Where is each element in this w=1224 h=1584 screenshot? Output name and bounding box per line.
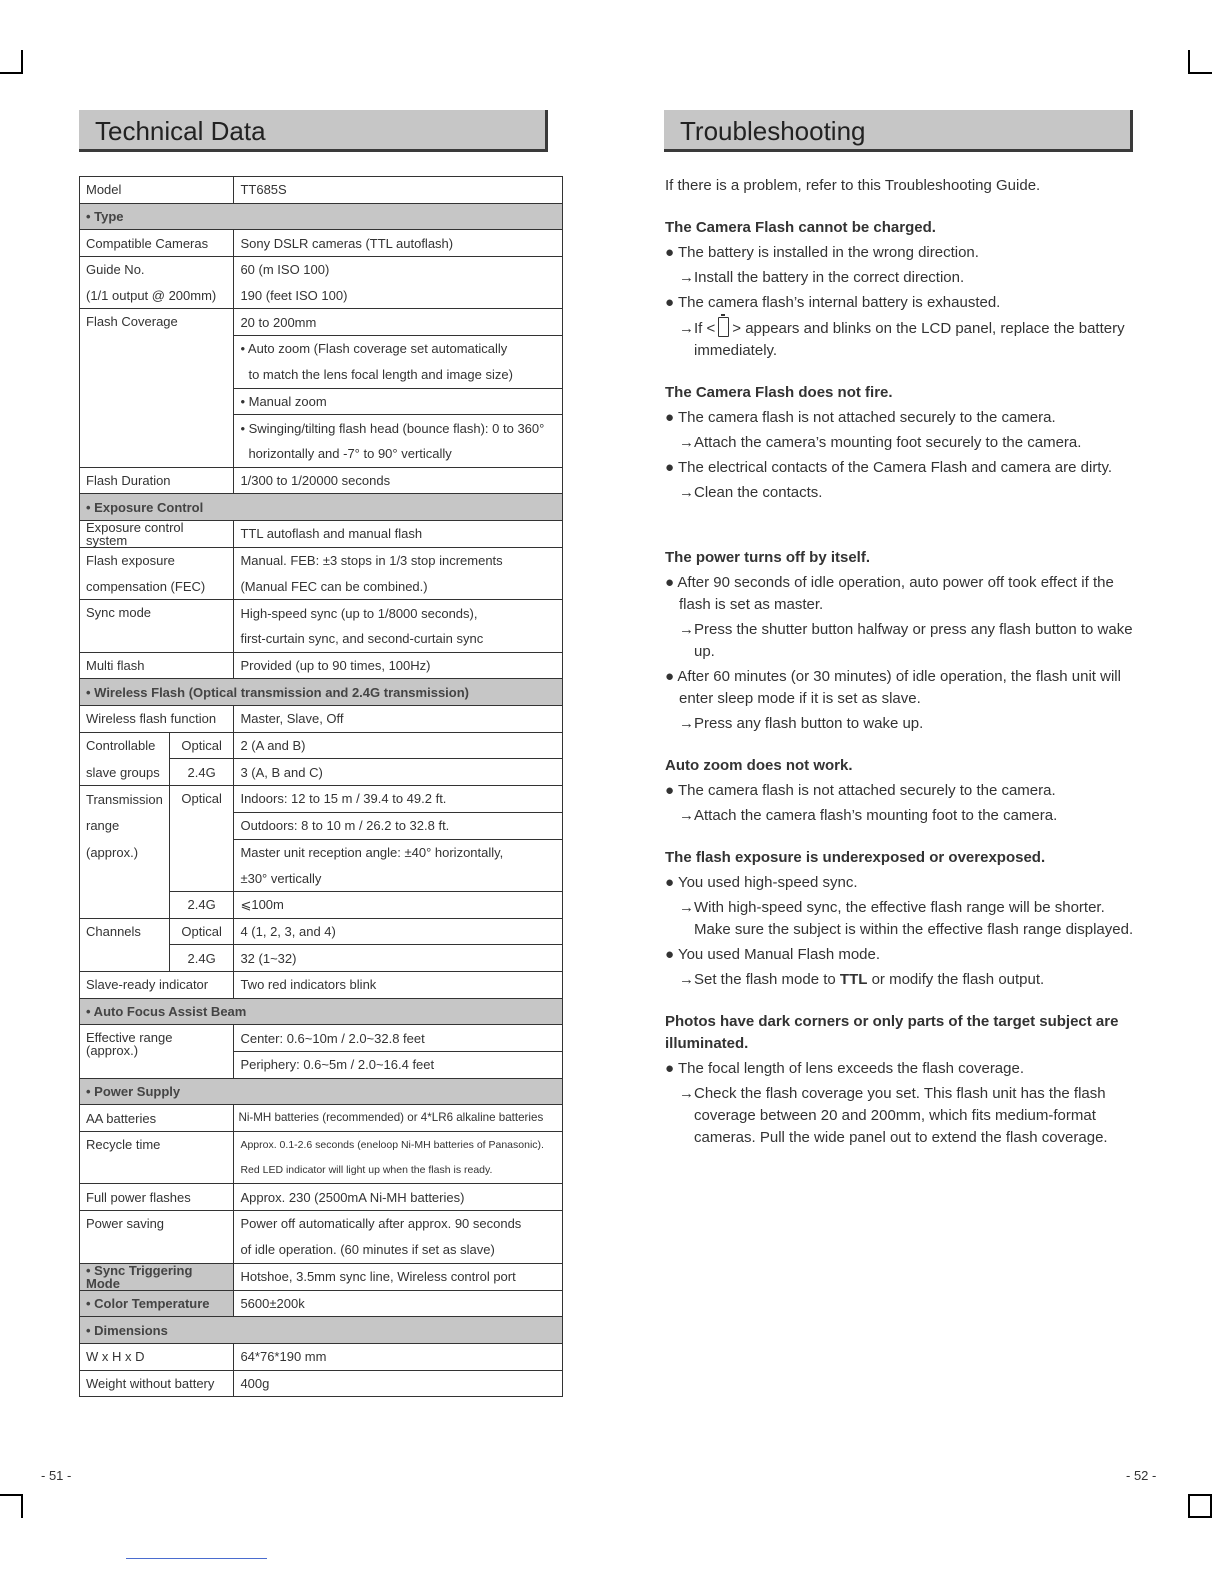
section-row: • Auto Focus Assist Beam [80, 998, 563, 1025]
table-row: Sync mode High-speed sync (up to 1/8000 seconds), [80, 600, 563, 626]
table-row: Flash Coverage 20 to 200mm [80, 309, 563, 336]
table-row: Wireless flash function Master, Slave, Off [80, 706, 563, 733]
table-row: Model TT685S [80, 177, 563, 204]
table-row: Periphery: 0.6~5m / 2.0~16.4 feet [80, 1052, 563, 1079]
page-number-right: - 52 - [1126, 1468, 1157, 1483]
problem-heading: The Camera Flash cannot be charged. [665, 219, 936, 236]
table-row: Channels Optical 4 (1, 2, 3, and 4) [80, 918, 563, 945]
crop-mark-box [1188, 1494, 1212, 1518]
cause-item: ● You used Manual Flash mode. [665, 946, 881, 963]
solution-item: →Clean the contacts. [679, 484, 823, 501]
table-row: Weight without battery 400g [80, 1370, 563, 1397]
cause-item: ● The focal length of lens exceeds the flash coverage. [665, 1060, 1025, 1077]
table-row: Slave-ready indicator Two red indicators blink [80, 971, 563, 998]
problem-heading: The flash exposure is underexposed or overexposed. [665, 849, 1046, 866]
solution-item: →Check the flash coverage you set. This flash unit has the flash coverage between 20 and 200mm, which fits medium-format cameras. Pull the wide panel out to extend the flash coverage. [679, 1085, 1108, 1146]
table-row: compensation (FEC) (Manual FEC can be combined.) [80, 574, 563, 600]
section-row: • Type [80, 203, 563, 230]
table-row: W x H x D 64*76*190 mm [80, 1343, 563, 1370]
intro-text: If there is a problem, refer to this Troubleshooting Guide. [665, 177, 1041, 194]
table-row: • Color Temperature 5600±200k [80, 1290, 563, 1317]
table-row: • Auto zoom (Flash coverage set automatically [80, 336, 563, 362]
table-row: to match the lens focal length and image size) [80, 362, 563, 388]
solution-item: →Press any flash button to wake up. [679, 715, 924, 732]
table-row: Flash exposure Manual. FEB: ±3 stops in 1/3 stop increments [80, 547, 563, 573]
table-row: Multi flash Provided (up to 90 times, 100Hz) [80, 652, 563, 679]
cause-item: ● The camera flash is not attached securely to the camera. [665, 782, 1056, 799]
page-title: Troubleshooting [680, 116, 866, 146]
table-row: Controllable Optical 2 (A and B) [80, 732, 563, 759]
section-row: • Dimensions [80, 1317, 563, 1344]
table-row: • Sync Triggering Mode Hotshoe, 3.5mm sync line, Wireless control port [80, 1263, 563, 1290]
page-number-left: - 51 - [41, 1468, 72, 1483]
table-row: Effective range (approx.) Center: 0.6~10m / 2.0~32.8 feet [80, 1025, 563, 1052]
table-row: range Outdoors: 8 to 10 m / 26.2 to 32.8 ft. [80, 812, 563, 839]
table-row: first-curtain sync, and second-curtain sync [80, 626, 563, 652]
table-row: 2.4G ⩽100m [80, 891, 563, 918]
cause-item: ● After 60 minutes (or 30 minutes) of idle operation, the flash unit will enter sleep mode if it is set as slave. [665, 668, 1121, 707]
solution-item: →Press the shutter button halfway or press any flash button to wake up. [679, 621, 1133, 660]
table-row: horizontally and -7° to 90° vertically [80, 441, 563, 467]
table-row: Exposure control system TTL autoflash and manual flash [80, 520, 563, 547]
crop-mark [21, 1494, 23, 1518]
crop-mark [0, 1494, 23, 1496]
table-row: of idle operation. (60 minutes if set as slave) [80, 1237, 563, 1263]
table-row: Compatible Cameras Sony DSLR cameras (TTL autoflash) [80, 230, 563, 257]
solution-item: →Set the flash mode to TTL or modify the flash output. [679, 971, 1045, 988]
table-row: Recycle time Approx. 0.1-2.6 seconds (eneloop Ni-MH batteries of Panasonic). [80, 1132, 563, 1158]
troubleshooting-content [665, 175, 1140, 1149]
solution-item: →With high-speed sync, the effective flash range will be shorter. Make sure the subject is within the effective flash range displayed. [679, 899, 1134, 938]
cause-item: ● After 90 seconds of idle operation, auto power off took effect if the flash is set as master. [665, 574, 1114, 613]
table-row: ±30° vertically [80, 865, 563, 891]
crop-mark [0, 72, 23, 74]
section-row: • Power Supply [80, 1078, 563, 1105]
crop-mark [1188, 72, 1212, 74]
cause-item: ● You used high-speed sync. [665, 874, 858, 891]
cause-item: ● The battery is installed in the wrong direction. [665, 244, 979, 261]
section-row: • Wireless Flash (Optical transmission and 2.4G transmission) [80, 679, 563, 706]
technical-data-header [79, 110, 548, 152]
solution-item: →Attach the camera’s mounting foot securely to the camera. [679, 434, 1082, 451]
battery-icon [718, 317, 729, 337]
table-row: Red LED indicator will light up when the flash is ready. [80, 1158, 563, 1184]
crop-mark [21, 50, 23, 73]
table-row: • Manual zoom [80, 388, 563, 415]
solution-item: →Attach the camera flash’s mounting foot to the camera. [679, 807, 1058, 824]
table-row: Flash Duration 1/300 to 1/20000 seconds [80, 467, 563, 494]
table-row: Full power flashes Approx. 230 (2500mA Ni-MH batteries) [80, 1184, 563, 1211]
table-row: AA batteries Ni-MH batteries (recommended) or 4*LR6 alkaline batteries [80, 1105, 563, 1132]
solution-item: →Install the battery in the correct direction. [679, 269, 965, 286]
cause-item: ● The camera flash is not attached securely to the camera. [665, 409, 1056, 426]
table-row: 2.4G 32 (1~32) [80, 945, 563, 972]
solution-item: →If < > appears and blinks on the LCD panel, replace the battery immediately. [665, 317, 1140, 362]
page-title: Technical Data [95, 116, 266, 146]
table-row: • Swinging/tilting flash head (bounce flash): 0 to 360° [80, 415, 563, 441]
problem-heading: The power turns off by itself. [665, 549, 871, 566]
table-row: (approx.) Master unit reception angle: ±40° horizontally, [80, 839, 563, 865]
cause-item: ● The electrical contacts of the Camera Flash and camera are dirty. [665, 459, 1113, 476]
table-row: slave groups 2.4G 3 (A, B and C) [80, 759, 563, 786]
table-row: (1/1 output @ 200mm) 190 (feet ISO 100) [80, 283, 563, 309]
table-row: Transmission Optical Indoors: 12 to 15 m / 39.4 to 49.2 ft. [80, 786, 563, 813]
section-row: • Exposure Control [80, 494, 563, 521]
table-row: Power saving Power off automatically after approx. 90 seconds [80, 1211, 563, 1237]
problem-heading: The Camera Flash does not fire. [665, 384, 893, 401]
troubleshooting-header [664, 110, 1133, 152]
footer-line [126, 1558, 267, 1559]
spec-table [79, 176, 563, 1397]
problem-heading: Auto zoom does not work. [665, 757, 853, 774]
problem-heading: Photos have dark corners or only parts of the target subject are illuminated. [665, 1013, 1119, 1052]
crop-mark [1188, 50, 1190, 73]
table-row: Guide No. 60 (m ISO 100) [80, 257, 563, 283]
cause-item: ● The camera flash’s internal battery is exhausted. [665, 294, 1001, 311]
